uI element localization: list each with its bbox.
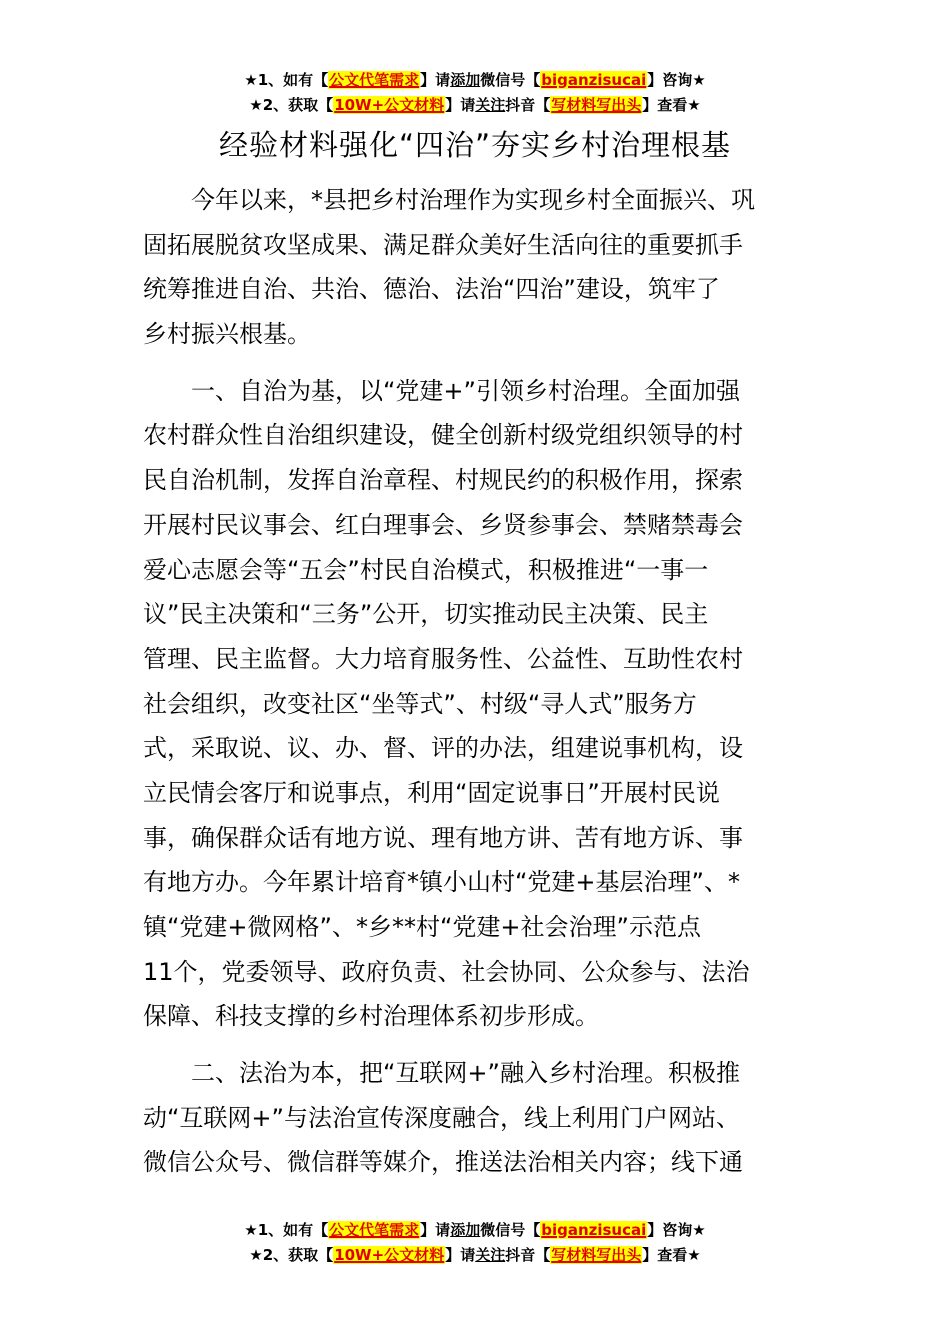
text-line: 微信公众号、微信群等媒介，推送法治相关内容；线下通 [143,1148,743,1177]
banner-text: 抖音【 [505,96,551,114]
banner-highlight: 10W+公文材料 [334,1246,445,1264]
banner-text: 】请 [445,1246,476,1264]
banner-text: ★1、如有【 [244,1221,329,1239]
footer-banner [0,1218,950,1268]
paragraph [143,178,809,357]
banner-text: ★2、获取【 [249,1246,334,1264]
text-line: 爱心志愿会等“五会”村民自治模式，积极推进“一事一 [143,555,709,584]
banner-text: 】请 [445,96,476,114]
text-line: 固拓展脱贫攻坚成果、满足群众美好生活向往的重要抓手 [143,230,743,259]
text-line: 议”民主决策和“三务”公开，切实推动民主决策、民主 [143,600,709,629]
banner-text: 】咨询★ [647,71,706,89]
document-body [143,178,809,1185]
banner-underlined: 关注 [475,96,506,114]
text-line: 社会组织，改变社区“坐等式”、村级“寻人式”服务方 [143,689,697,718]
text-line: 动“互联网+”与法治宣传深度融合，线上利用门户网站、 [143,1103,740,1132]
banner-highlight: biganzisucai [541,71,647,89]
banner-line-1 [0,1218,950,1243]
text-line: 统筹推进自治、共治、德治、法治“四治”建设，筑牢了 [143,275,720,304]
banner-text: 微信号【 [480,1221,541,1239]
banner-underlined: 关注 [475,1246,506,1264]
text-line: 立民情会客厅和说事点，利用“固定说事日”开展村民说 [143,778,720,807]
text-line: 式，采取说、议、办、督、评的办法，组建说事机构，设 [143,734,743,763]
text-line: 11个，党委领导、政府负责、社会协同、公众参与、法治 [143,957,750,986]
banner-underlined: 添加 [450,1221,481,1239]
text-line: 乡村振兴根基。 [143,320,311,349]
banner-text: 】查看★ [642,1246,701,1264]
banner-highlight: biganzisucai [541,1221,647,1239]
text-line: 管理、民主监督。大力培育服务性、公益性、互助性农村 [143,644,743,673]
banner-text: ★2、获取【 [249,96,334,114]
banner-highlight: 公文代笔需求 [329,1221,420,1239]
banner-highlight: 写材料写出头 [551,96,642,114]
text-line: 二、法治为本，把“互联网+”融入乡村治理。积极推 [143,1059,740,1088]
banner-text: 】请 [420,1221,451,1239]
banner-line-1 [0,68,950,93]
paragraph [143,1051,809,1185]
banner-text: 微信号【 [480,71,541,89]
text-line: 农村群众性自治组织建设，健全创新村级党组织领导的村 [143,421,743,450]
paragraph-spacer [143,357,809,369]
banner-text: 抖音【 [505,1246,551,1264]
text-line: 一、自治为基，以“党建+”引领乡村治理。全面加强 [143,376,740,405]
banner-underlined: 添加 [450,71,481,89]
text-line: 开展村民议事会、红白理事会、乡贤参事会、禁赌禁毒会 [143,510,743,539]
text-line: 民自治机制，发挥自治章程、村规民约的积极作用，探索 [143,466,743,495]
paragraph-spacer [143,1039,809,1051]
text-line: 今年以来，*县把乡村治理作为实现乡村全面振兴、巩 [143,186,755,214]
banner-highlight: 10W+公文材料 [334,96,445,114]
text-line: 事，确保群众话有地方说、理有地方讲、苦有地方诉、事 [143,823,743,852]
text-line: 保障、科技支撑的乡村治理体系初步形成。 [143,1002,599,1031]
banner-highlight: 写材料写出头 [551,1246,642,1264]
banner-line-2 [0,93,950,118]
banner-text: 】咨询★ [647,1221,706,1239]
text-line: 有地方办。今年累计培育*镇小山村“党建+基层治理”、* [143,868,740,897]
banner-text: 】请 [420,71,451,89]
banner-text: ★1、如有【 [244,71,329,89]
text-line: 镇“党建+微网格”、*乡**村“党建+社会治理”示范点 [143,913,701,941]
banner-line-2 [0,1243,950,1268]
banner-highlight: 公文代笔需求 [329,71,420,89]
header-banner [0,68,950,118]
document-title: 经验材料强化“四治”夯实乡村治理根基 [218,128,732,162]
banner-text: 】查看★ [642,96,701,114]
paragraph [143,369,809,1039]
